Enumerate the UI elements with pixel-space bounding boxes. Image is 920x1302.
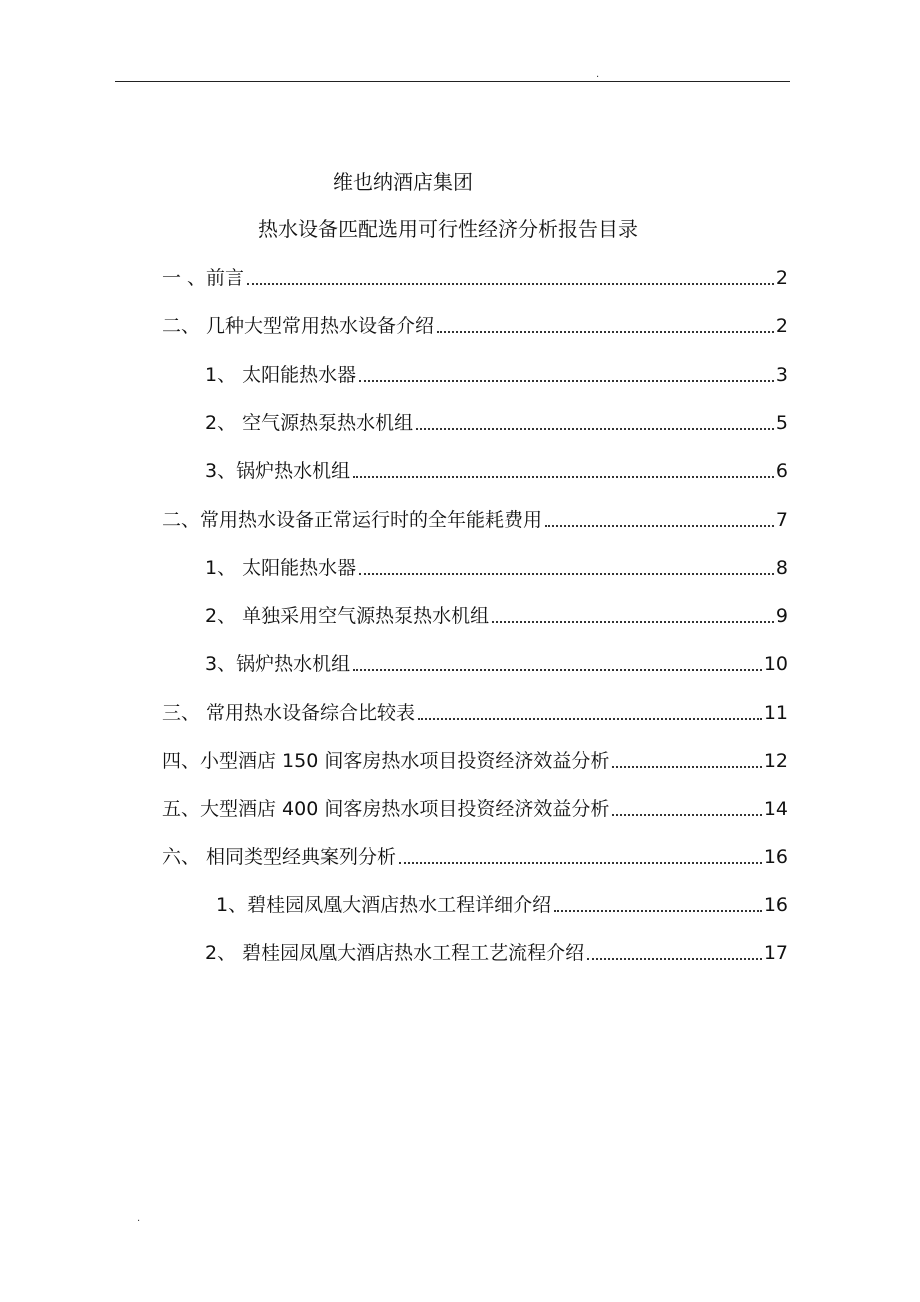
report-title: 热水设备匹配选用可行性经济分析报告目录: [258, 217, 638, 241]
toc-page-number: 2: [775, 315, 788, 337]
toc-dot-leader: [359, 573, 774, 575]
toc-entry-label: 六、 相同类型经典案列分析: [162, 846, 397, 868]
toc-entry-preface[interactable]: [162, 264, 788, 290]
toc-page-number: 8: [775, 557, 788, 579]
toc-page-number: 2: [775, 267, 788, 289]
toc-dot-leader: [612, 814, 761, 816]
toc-entry-air-source-heat-pump[interactable]: [205, 409, 788, 435]
toc-dot-leader: [416, 428, 774, 430]
header-mark: .: [596, 69, 600, 80]
toc-dot-leader: [353, 669, 762, 671]
toc-entry-large-hotel-analysis[interactable]: [162, 795, 788, 821]
toc-entry-section-2[interactable]: [162, 312, 788, 338]
toc-entry-comparison-table[interactable]: [162, 699, 788, 725]
toc-dot-leader: [437, 331, 774, 333]
toc-dot-leader: [359, 380, 774, 382]
toc-page-number: 7: [775, 509, 788, 531]
footer-mark: .: [137, 1213, 141, 1224]
toc-dot-leader: [492, 621, 774, 623]
toc-entry-case-studies[interactable]: [162, 843, 788, 869]
toc-entry-solar-heater[interactable]: [205, 361, 788, 387]
toc-entry-label: 五、大型酒店 400 间客房热水项目投资经济效益分析: [162, 798, 610, 820]
toc-page-number: 16: [763, 894, 788, 916]
toc-entry-case-detail[interactable]: [216, 891, 788, 917]
toc-entry-label: 2、 碧桂园凤凰大酒店热水工程工艺流程介绍: [205, 942, 585, 964]
toc-dot-leader: [353, 476, 774, 478]
toc-page-number: 5: [775, 412, 788, 434]
toc-entry-boiler-unit[interactable]: [205, 457, 788, 483]
toc-page-number: 10: [763, 653, 788, 675]
toc-entry-label: 一 、前言: [162, 267, 245, 289]
toc-entry-label: 1、 太阳能热水器: [205, 557, 357, 579]
toc-page-number: 6: [775, 460, 788, 482]
toc-page-number: 17: [763, 942, 788, 964]
toc-entry-label: 3、锅炉热水机组: [205, 460, 351, 482]
toc-dot-leader: [418, 718, 762, 720]
toc-dot-leader: [247, 283, 774, 285]
toc-page-number: 12: [763, 750, 788, 772]
toc-entry-label: 三、 常用热水设备综合比较表: [162, 702, 416, 724]
toc-page-number: 16: [763, 846, 788, 868]
toc-page-number: 9: [775, 605, 788, 627]
toc-entry-small-hotel-analysis[interactable]: [162, 747, 788, 773]
toc-entry-label: 1、 太阳能热水器: [205, 364, 357, 386]
toc-page-number: 14: [763, 798, 788, 820]
toc-entry-label: 2、 空气源热泵热水机组: [205, 412, 414, 434]
toc-entry-heat-pump-only-cost[interactable]: [205, 602, 788, 628]
company-title: 维也纳酒店集团: [333, 170, 473, 194]
toc-entry-label: 3、锅炉热水机组: [205, 653, 351, 675]
toc-entry-label: 2、 单独采用空气源热泵热水机组: [205, 605, 490, 627]
toc-entry-case-process-flow[interactable]: [205, 939, 788, 965]
toc-dot-leader: [587, 958, 762, 960]
toc-entry-label: 二、常用热水设备正常运行时的全年能耗费用: [162, 509, 543, 531]
toc-page-number: 3: [775, 364, 788, 386]
toc-entry-label: 二、 几种大型常用热水设备介绍: [162, 315, 435, 337]
toc-entry-boiler-unit-cost[interactable]: [205, 650, 788, 676]
toc-entry-annual-energy-cost[interactable]: [162, 506, 788, 532]
toc-dot-leader: [612, 766, 761, 768]
toc-page-number: 11: [763, 702, 788, 724]
toc-entry-label: 1、碧桂园凤凰大酒店热水工程详细介绍: [216, 894, 552, 916]
toc-dot-leader: [399, 862, 762, 864]
toc-entry-solar-heater-cost[interactable]: [205, 554, 788, 580]
toc-dot-leader: [545, 525, 774, 527]
toc-dot-leader: [554, 910, 762, 912]
toc-entry-label: 四、小型酒店 150 间客房热水项目投资经济效益分析: [162, 750, 610, 772]
